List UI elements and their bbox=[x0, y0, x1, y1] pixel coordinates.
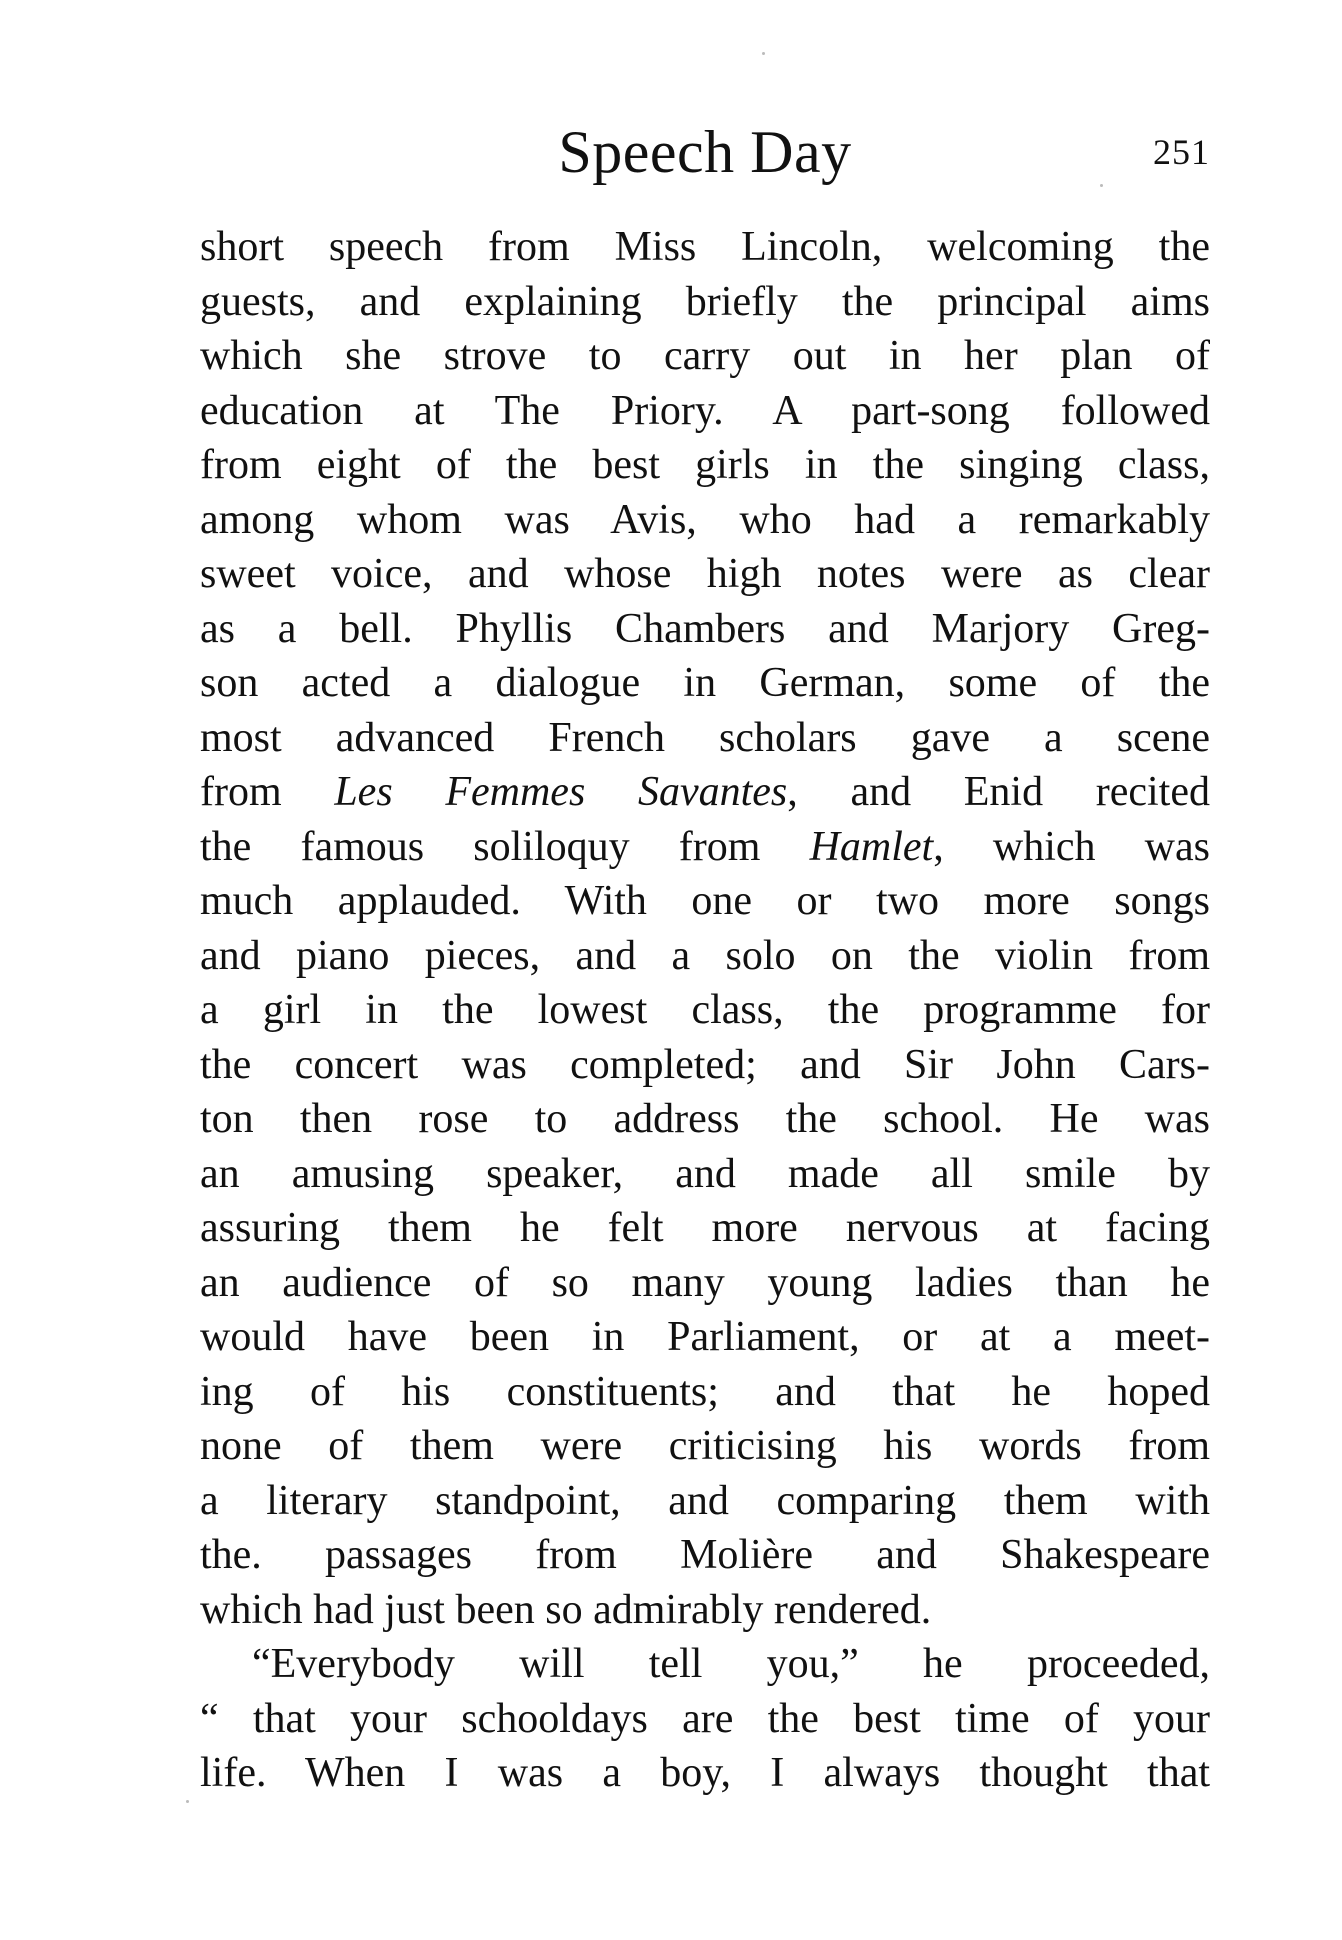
paragraph-end-line: which had just been so admirably rendered. bbox=[200, 1586, 932, 1633]
text-line: which she strove to carry out in her plan of bbox=[200, 333, 1210, 379]
text-line: life. When I was a boy, I always thought that bbox=[200, 1750, 1210, 1796]
text-segment: the famous soliloquy from bbox=[200, 823, 810, 870]
text-line: and piano pieces, and a solo on the violin from bbox=[200, 932, 1210, 979]
paper-speck bbox=[1100, 184, 1103, 187]
text-line: among whom was Avis, who had a remarkably bbox=[200, 496, 1210, 543]
text-line: none of them were criticising his words from bbox=[200, 1423, 1210, 1469]
text-line bbox=[200, 765, 1210, 820]
text-line: an amusing speaker, and made all smile by bbox=[200, 1150, 1210, 1197]
text-line: from eight of the best girls in the singing class, bbox=[200, 442, 1210, 488]
text-line: the. passages from Molière and Shakespeare bbox=[200, 1532, 1210, 1578]
play-title-les-femmes-savantes: Les Femmes Savantes bbox=[334, 769, 788, 815]
paper-speck bbox=[186, 1800, 189, 1803]
text-line: an audience of so many young ladies than he bbox=[200, 1259, 1210, 1306]
text-line: much applauded. With one or two more songs bbox=[200, 878, 1210, 924]
text-line: guests, and explaining briefly the principal aims bbox=[200, 278, 1210, 325]
text-line: assuring them he felt more nervous at facing bbox=[200, 1205, 1210, 1251]
text-line: would have been in Parliament, or at a meet- bbox=[200, 1314, 1210, 1360]
text-line bbox=[200, 820, 1210, 875]
text-line: education at The Priory. A part-song followed bbox=[200, 387, 1210, 434]
paper-speck bbox=[762, 52, 765, 55]
running-title: Speech Day bbox=[558, 119, 852, 185]
page-number: 251 bbox=[1153, 132, 1210, 172]
text-line: “ that your schooldays are the best time of your bbox=[200, 1695, 1210, 1742]
text-line: ing of his constituents; and that he hoped bbox=[200, 1368, 1210, 1415]
text-line: short speech from Miss Lincoln, welcoming the bbox=[200, 224, 1210, 270]
text-line: sweet voice, and whose high notes were as clear bbox=[200, 551, 1210, 597]
play-title-hamlet: Hamlet bbox=[809, 823, 934, 870]
text-line: the concert was completed; and Sir John Cars- bbox=[200, 1041, 1210, 1088]
text-line: son acted a dialogue in German, some of the bbox=[200, 660, 1210, 706]
text-segment: , and Enid recited bbox=[787, 769, 1210, 815]
body-text bbox=[200, 220, 1210, 1801]
text-segment: , which was bbox=[933, 823, 1210, 870]
text-line: most advanced French scholars gave a scene bbox=[200, 714, 1210, 761]
text-line: a literary standpoint, and comparing them with bbox=[200, 1477, 1210, 1524]
text-line: as a bell. Phyllis Chambers and Marjory Greg- bbox=[200, 605, 1210, 652]
text-line: ton then rose to address the school. He was bbox=[200, 1096, 1210, 1142]
paragraph-start-line: “Everybody will tell you,” he proceeded, bbox=[252, 1641, 1210, 1687]
running-header bbox=[200, 112, 1210, 192]
text-segment: from bbox=[200, 769, 335, 815]
text-line: a girl in the lowest class, the programme for bbox=[200, 987, 1210, 1033]
